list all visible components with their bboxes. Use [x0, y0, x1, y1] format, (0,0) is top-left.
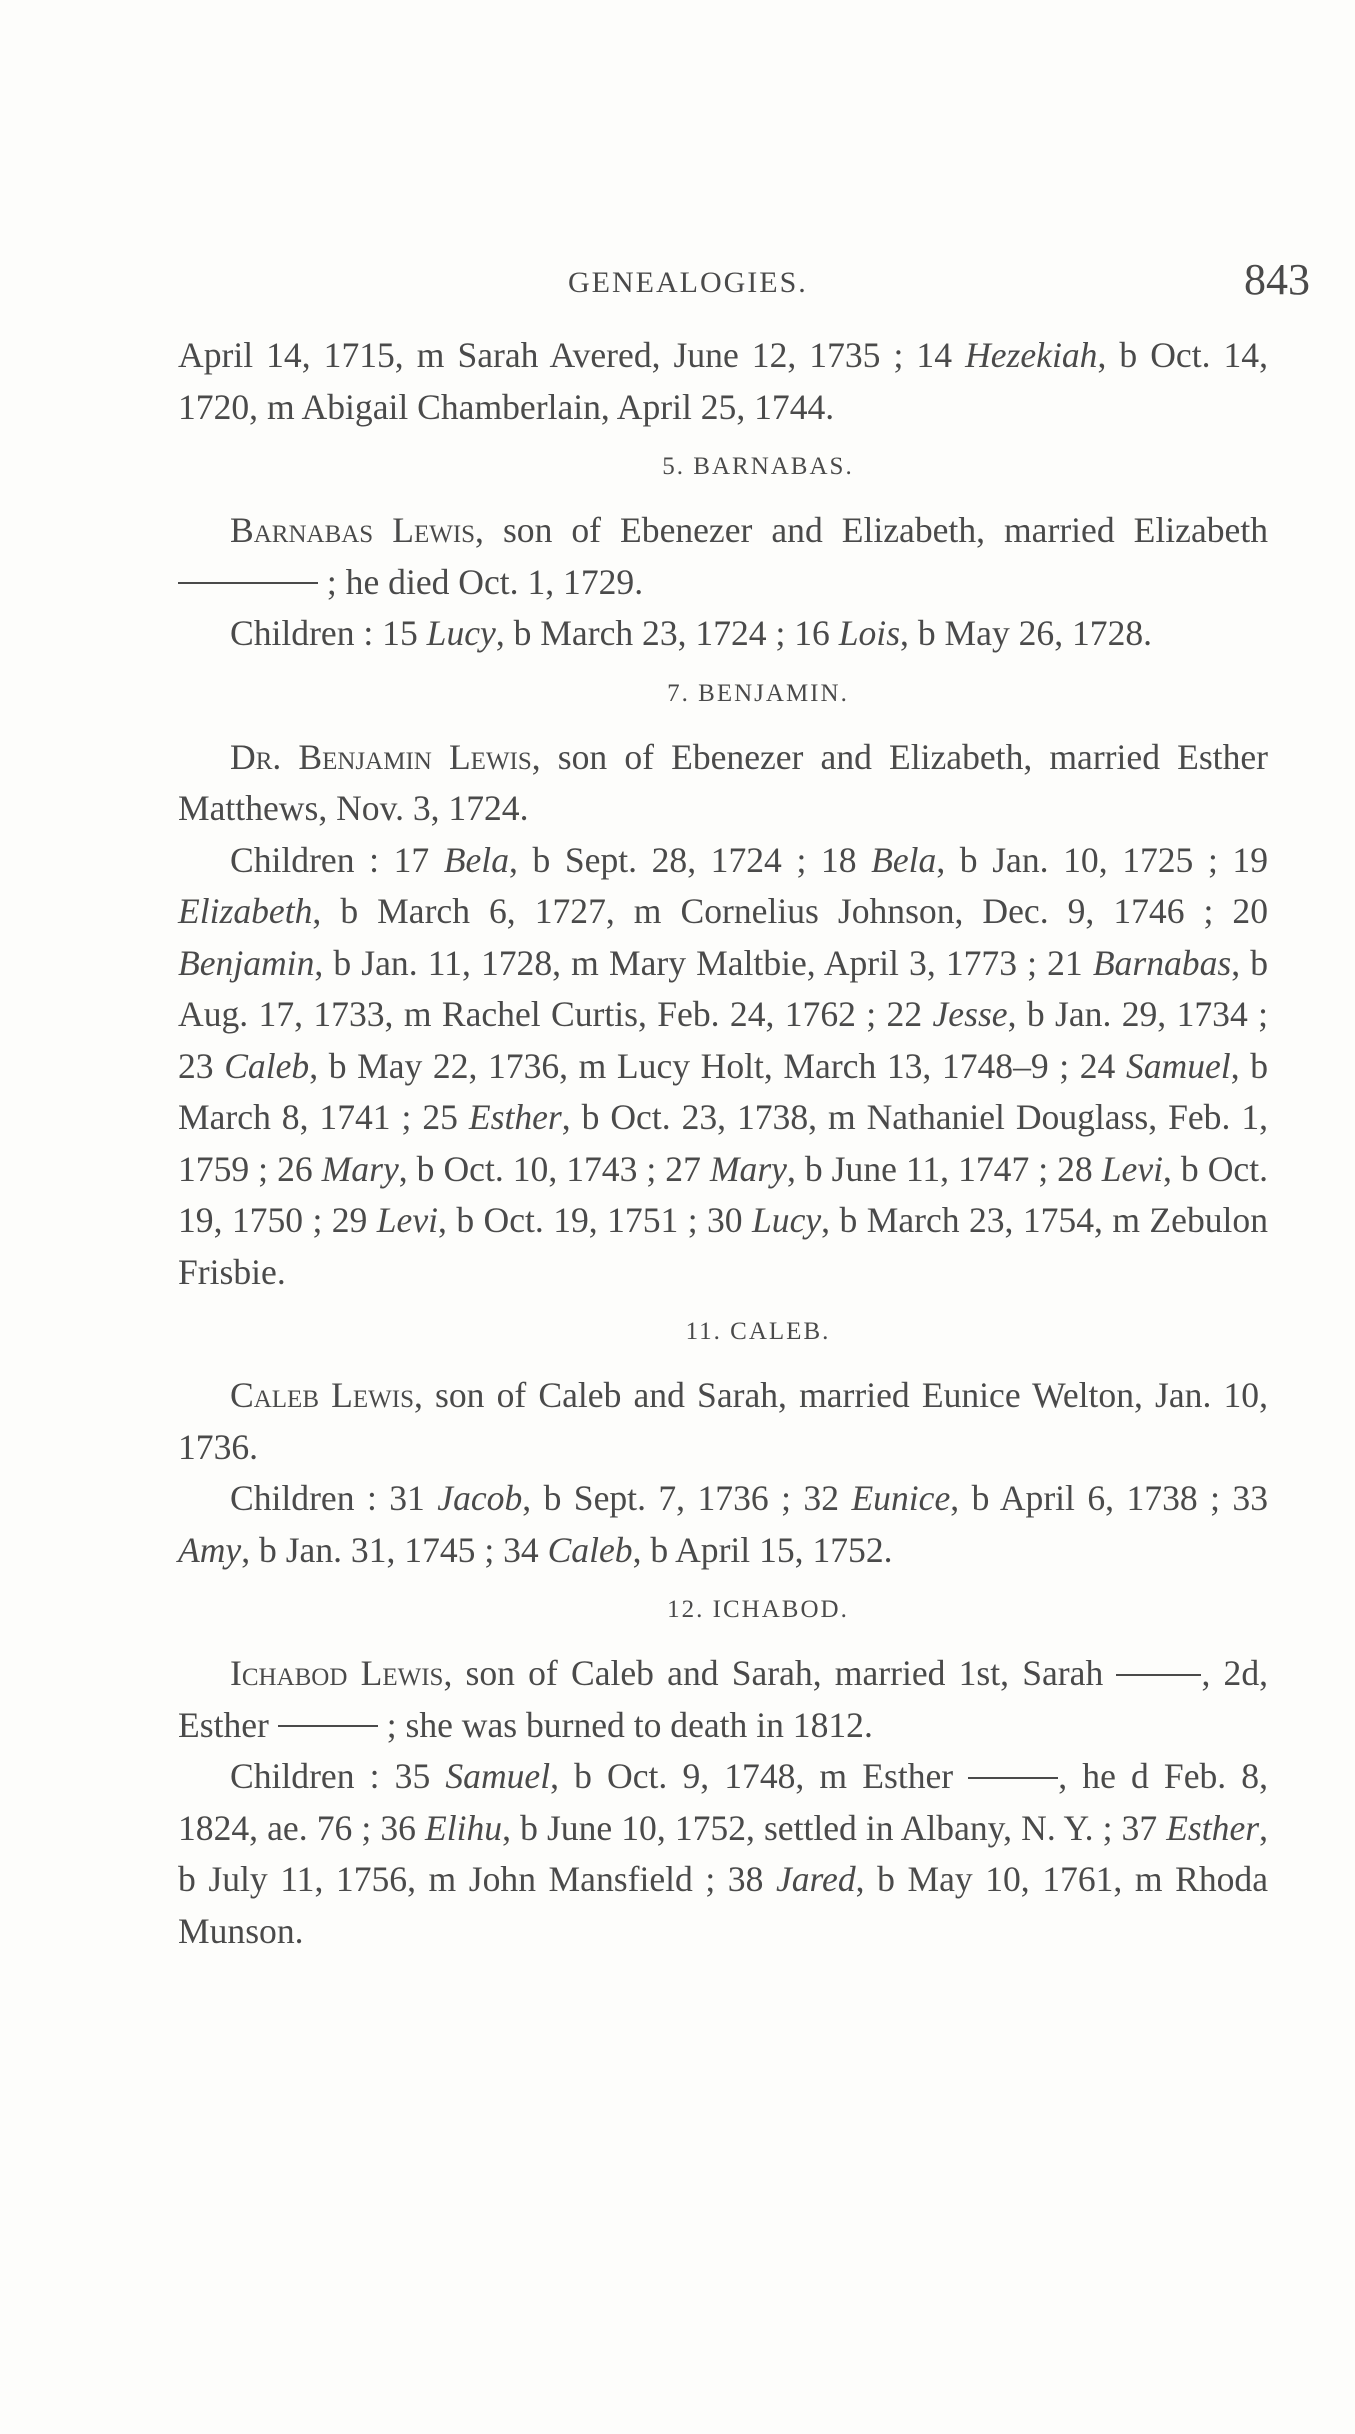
child-name: Hezekiah [965, 335, 1098, 375]
child-name: Esther [1166, 1807, 1260, 1848]
blank-dash [1116, 1674, 1201, 1676]
text-run: 7. BENJAMIN. [667, 679, 849, 707]
child-name: Lois [838, 613, 901, 653]
text-run: , b Oct. 19, 1750 ; 29 [178, 1148, 1268, 1240]
benjamin-children [178, 835, 1268, 1299]
child-name: Amy [178, 1529, 242, 1570]
text-run: , he d Feb. 8, 1824, ae. 76 ; 36 [178, 1756, 1268, 1848]
text-run: Children : 35 [230, 1756, 446, 1796]
child-name: Jacob [437, 1478, 523, 1518]
text-run: , b Jan. 11, 1728, m Mary Maltbie, April 3, 1773 ; 21 [314, 942, 1093, 983]
text-run: , b March 23, 1754, m Zebulon Frisbie. [178, 1200, 1268, 1292]
child-name: Benjamin [178, 942, 315, 983]
text-body [178, 330, 1268, 1957]
text-run: , b April 6, 1738 ; 33 [950, 1478, 1268, 1518]
text-run: , b Oct. 23, 1738, m Nathaniel Douglass, Feb. 1, 1759 ; 26 [178, 1097, 1268, 1189]
text-run: , b April 15, 1752. [632, 1529, 893, 1570]
person-name: Dr. Benjamin Lewis [230, 736, 532, 777]
child-name: Elihu [425, 1807, 503, 1848]
child-name: Elizabeth [178, 891, 313, 931]
barnabas-children [178, 608, 1268, 660]
text-run: , b June 10, 1752, settled in Albany, N. Y. ; 37 [502, 1807, 1167, 1848]
child-name: Barnabas [1092, 942, 1232, 983]
text-run: , b Oct. 19, 1751 ; 30 [438, 1200, 752, 1240]
person-name: Ichabod Lewis [230, 1653, 444, 1693]
benjamin-paragraph [178, 732, 1268, 835]
ichabod-paragraph [178, 1648, 1268, 1751]
heading-caleb [178, 1312, 1268, 1352]
continuation-paragraph [178, 330, 1268, 433]
barnabas-paragraph [178, 505, 1268, 608]
page-number: 843 [1244, 255, 1310, 304]
child-name: Samuel [445, 1756, 551, 1796]
text-run: , son of Caleb and Sarah, married 1st, Sarah [443, 1653, 1117, 1693]
text-run: 11. CALEB. [685, 1318, 831, 1345]
text-run: April 14, 1715, m Sarah Avered, June 12, 1735 ; 14 [178, 335, 966, 375]
child-name: Lucy [752, 1200, 822, 1240]
text-run: , b May 10, 1761, m Rhoda Munson. [178, 1859, 1268, 1951]
text-run: , b Sept. 7, 1736 ; 32 [522, 1478, 852, 1518]
heading-barnabas [178, 447, 1268, 487]
text-run: Children : 17 [230, 839, 444, 880]
child-name: Lucy [426, 613, 496, 653]
text-run: , b Sept. 28, 1724 ; 18 [508, 839, 872, 880]
child-name: Bela [871, 839, 937, 880]
text-run: , b Jan. 29, 1734 ; 23 [178, 994, 1268, 1086]
child-name: Caleb [224, 1045, 310, 1086]
child-name: Esther [468, 1097, 562, 1137]
text-run: , b March 6, 1727, m Cornelius Johnson, Dec. 9, 1746 ; 20 [312, 891, 1268, 931]
child-name: Bela [443, 839, 509, 880]
caleb-paragraph [178, 1370, 1268, 1473]
text-run: , b March 8, 1741 ; 25 [178, 1045, 1268, 1137]
child-name: Mary [709, 1148, 787, 1189]
text-run: , 2d, Esther [178, 1653, 1268, 1745]
heading-benjamin [178, 674, 1268, 714]
child-name: Levi [1101, 1148, 1164, 1189]
text-run: 5. BARNABAS. [662, 453, 854, 480]
text-run: Children : 31 [230, 1478, 438, 1518]
text-run: , b Jan. 31, 1745 ; 34 [241, 1529, 548, 1570]
child-name: Mary [321, 1148, 399, 1189]
child-name: Jared [775, 1859, 856, 1899]
page-header [0, 254, 1355, 314]
child-name: Samuel [1125, 1045, 1231, 1086]
running-head: GENEALOGIES. [568, 266, 808, 299]
text-run: , b Jan. 10, 1725 ; 19 [936, 839, 1269, 880]
blank-dash [278, 1725, 378, 1727]
text-run: ; he died Oct. 1, 1729. [318, 561, 644, 602]
child-name: Eunice [851, 1478, 951, 1518]
text-run: , b Aug. 17, 1733, m Rachel Curtis, Feb. 24, 1762 ; 22 [178, 942, 1269, 1034]
text-run: , b March 23, 1724 ; 16 [495, 613, 839, 653]
person-name: Barnabas Lewis [230, 510, 476, 550]
text-run: , b Oct. 10, 1743 ; 27 [398, 1148, 710, 1189]
child-name: Jesse [932, 994, 1008, 1034]
text-run: , b May 22, 1736, m Lucy Holt, March 13, 1748–9 ; 24 [309, 1045, 1126, 1086]
text-run: , b Oct. 14, 1720, m Abigail Chamberlain, April 25, 1744. [178, 335, 1268, 427]
text-run: 12. ICHABOD. [667, 1596, 849, 1623]
blank-dash [968, 1777, 1058, 1779]
text-run: , b July 11, 1756, m John Mansfield ; 38 [178, 1807, 1268, 1899]
heading-ichabod [178, 1590, 1268, 1630]
child-name: Caleb [547, 1529, 633, 1570]
ichabod-children [178, 1751, 1268, 1957]
text-run: , son of Ebenezer and Elizabeth, married Elizabeth [475, 510, 1268, 550]
text-run: , son of Ebenezer and Elizabeth, married Esther Matthews, Nov. 3, 1724. [178, 736, 1268, 828]
blank-dash [178, 582, 318, 584]
person-name: Caleb Lewis [230, 1375, 414, 1415]
text-run: Children : 15 [230, 613, 427, 653]
text-run: , b May 26, 1728. [900, 613, 1153, 653]
text-run: , b Oct. 9, 1748, m Esther [550, 1756, 969, 1796]
caleb-children [178, 1473, 1268, 1576]
text-run: , b June 11, 1747 ; 28 [786, 1148, 1102, 1189]
child-name: Levi [376, 1200, 439, 1240]
text-run: , son of Caleb and Sarah, married Eunice Welton, Jan. 10, 1736. [178, 1375, 1268, 1467]
text-run: ; she was burned to death in 1812. [377, 1704, 873, 1745]
